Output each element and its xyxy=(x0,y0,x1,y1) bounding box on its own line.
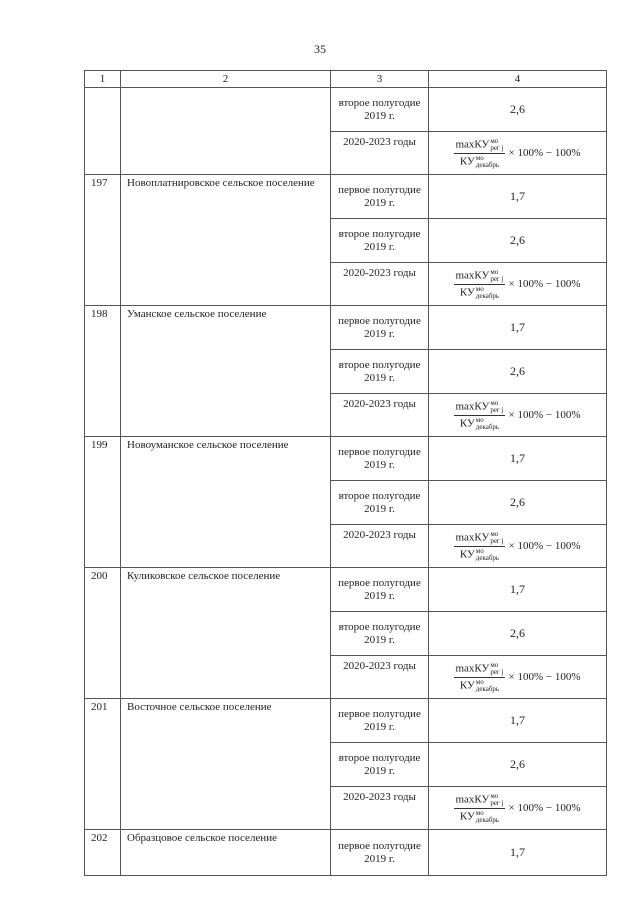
formula-tail: × 100% − 100% xyxy=(508,671,581,683)
formula-tail: × 100% − 100% xyxy=(508,540,581,552)
formula-tail: × 100% − 100% xyxy=(508,409,581,421)
formula-denominator: КУ мо декабрь xyxy=(459,546,500,562)
header-col-2: 2 xyxy=(121,71,331,88)
formula-numerator: maxКУ мо рег j xyxy=(455,791,504,807)
period-label: второе полугодие 2019 г. xyxy=(331,481,429,525)
index-value: 2,6 xyxy=(429,612,607,656)
index-formula xyxy=(429,531,606,562)
period-label: 2020-2023 годы xyxy=(331,394,429,437)
index-value: 1,7 xyxy=(429,568,607,612)
formula-fraction xyxy=(454,400,504,431)
table-row xyxy=(85,830,607,876)
index-value: 2,6 xyxy=(429,88,607,132)
header-col-1: 1 xyxy=(85,71,121,88)
formula-fraction xyxy=(454,269,504,300)
formula-cell xyxy=(429,787,607,830)
period-label: второе полугодие 2019 г. xyxy=(331,219,429,263)
header-col-3: 3 xyxy=(331,71,429,88)
period-label: 2020-2023 годы xyxy=(331,263,429,306)
index-value: 2,6 xyxy=(429,219,607,263)
period-label: 2020-2023 годы xyxy=(331,656,429,699)
table-row xyxy=(85,88,607,132)
index-formula xyxy=(429,269,606,300)
formula-fraction xyxy=(454,662,504,693)
row-number: 197 xyxy=(85,175,121,306)
table-row xyxy=(85,568,607,612)
row-number: 198 xyxy=(85,306,121,437)
formula-cell xyxy=(429,132,607,175)
index-formula xyxy=(429,793,606,824)
index-formula xyxy=(429,400,606,431)
index-formula xyxy=(429,662,606,693)
formula-numerator: maxКУ мо рег j xyxy=(455,660,504,676)
formula-cell xyxy=(429,656,607,699)
formula-numerator: maxКУ мо рег j xyxy=(455,267,504,283)
settlement-name: Новоуманское сельское поселение xyxy=(121,437,331,568)
tariff-table xyxy=(84,70,607,876)
header-col-4: 4 xyxy=(429,71,607,88)
table-row xyxy=(85,175,607,219)
table-row xyxy=(85,437,607,481)
formula-fraction xyxy=(454,531,504,562)
index-value: 1,7 xyxy=(429,175,607,219)
index-value: 2,6 xyxy=(429,481,607,525)
period-label: первое полугодие 2019 г. xyxy=(331,437,429,481)
row-number-cell xyxy=(85,88,121,175)
row-number: 202 xyxy=(85,830,121,876)
formula-denominator: КУ мо декабрь xyxy=(459,153,500,169)
index-formula xyxy=(429,138,606,169)
period-label: 2020-2023 годы xyxy=(331,525,429,568)
formula-tail: × 100% − 100% xyxy=(508,802,581,814)
index-value: 2,6 xyxy=(429,743,607,787)
formula-cell xyxy=(429,263,607,306)
settlement-name-cell xyxy=(121,88,331,175)
period-label: 2020-2023 годы xyxy=(331,787,429,830)
table-row xyxy=(85,699,607,743)
formula-fraction xyxy=(454,138,504,169)
index-value: 1,7 xyxy=(429,699,607,743)
index-value: 1,7 xyxy=(429,830,607,876)
period-label: первое полугодие 2019 г. xyxy=(331,175,429,219)
period-label: второе полугодие 2019 г. xyxy=(331,350,429,394)
period-label: первое полугодие 2019 г. xyxy=(331,568,429,612)
formula-denominator: КУ мо декабрь xyxy=(459,415,500,431)
row-number: 201 xyxy=(85,699,121,830)
formula-denominator: КУ мо декабрь xyxy=(459,808,500,824)
settlement-name: Куликовское сельское поселение xyxy=(121,568,331,699)
table-row xyxy=(85,306,607,350)
index-value: 1,7 xyxy=(429,437,607,481)
formula-denominator: КУ мо декабрь xyxy=(459,677,500,693)
formula-tail: × 100% − 100% xyxy=(508,147,581,159)
formula-denominator: КУ мо декабрь xyxy=(459,284,500,300)
settlement-name: Восточное сельское поселение xyxy=(121,699,331,830)
formula-tail: × 100% − 100% xyxy=(508,278,581,290)
period-label: второе полугодие 2019 г. xyxy=(331,88,429,132)
formula-cell xyxy=(429,394,607,437)
period-label: первое полугодие 2019 г. xyxy=(331,830,429,876)
formula-cell xyxy=(429,525,607,568)
period-label: второе полугодие 2019 г. xyxy=(331,612,429,656)
formula-numerator: maxКУ мо рег j xyxy=(455,398,504,414)
period-label: первое полугодие 2019 г. xyxy=(331,699,429,743)
page-number: 35 xyxy=(314,42,326,56)
formula-numerator: maxКУ мо рег j xyxy=(455,136,504,152)
formula-fraction xyxy=(454,793,504,824)
row-number: 199 xyxy=(85,437,121,568)
header-row xyxy=(85,71,607,88)
period-label: первое полугодие 2019 г. xyxy=(331,306,429,350)
formula-numerator: maxКУ мо рег j xyxy=(455,529,504,545)
row-number: 200 xyxy=(85,568,121,699)
settlement-name: Образцовое сельское поселение xyxy=(121,830,331,876)
period-label: второе полугодие 2019 г. xyxy=(331,743,429,787)
settlement-name: Новоплатнировское сельское поселение xyxy=(121,175,331,306)
index-value: 2,6 xyxy=(429,350,607,394)
settlement-name: Уманское сельское поселение xyxy=(121,306,331,437)
index-value: 1,7 xyxy=(429,306,607,350)
period-label: 2020-2023 годы xyxy=(331,132,429,175)
